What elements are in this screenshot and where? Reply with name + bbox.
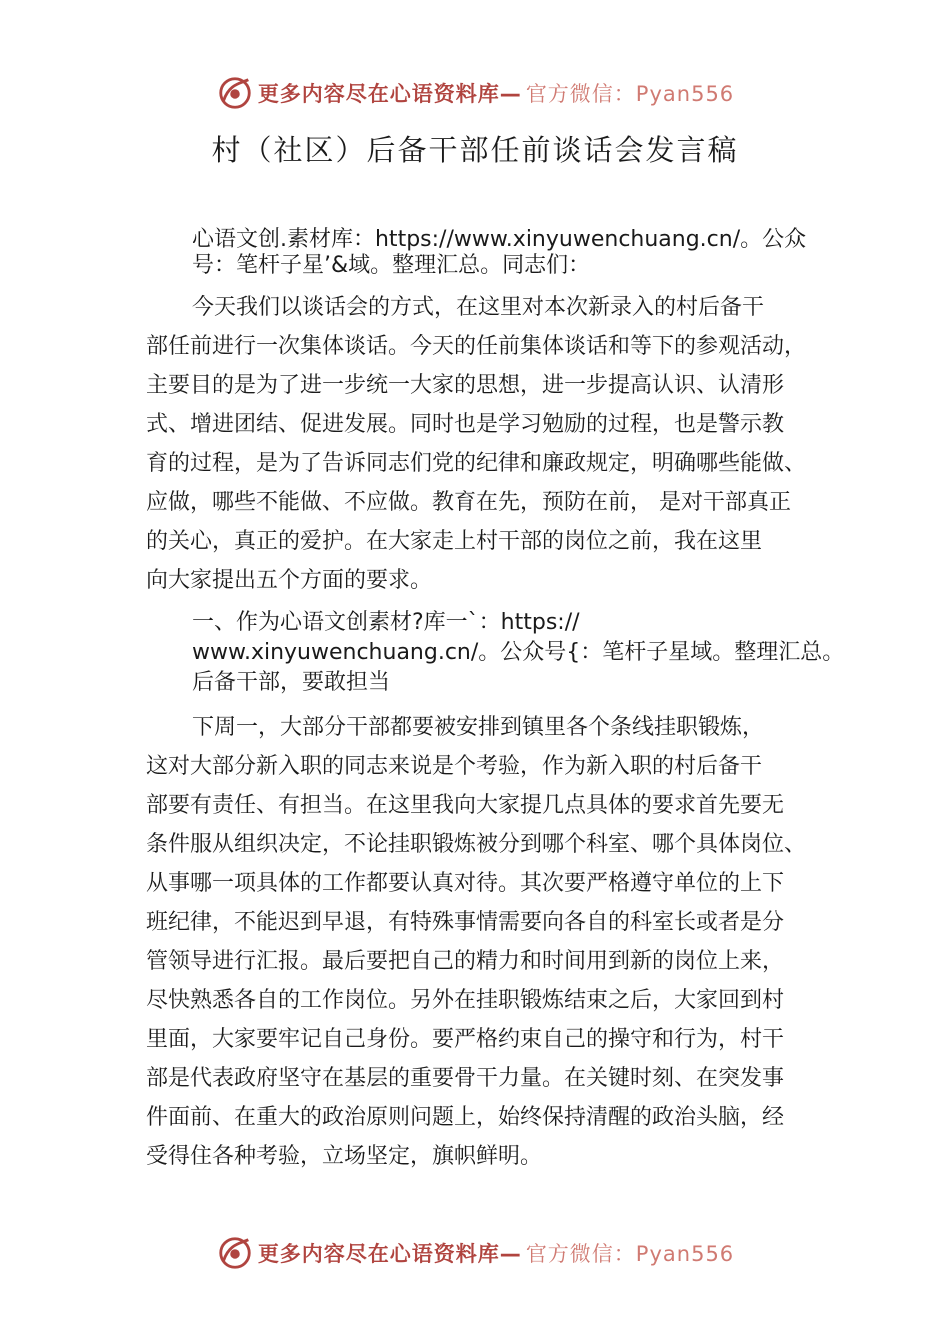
section-heading: 后备干部，要敢担当 [192,670,391,695]
paragraph-line: 部任前进行一次集体谈话。今天的任前集体谈话和等下的参观活动， [146,334,807,359]
section-heading: www.xinyuwenchuang.cn/。公众号{：笔杆子星域。整理汇总。 [192,640,845,665]
banner-wechat: 官方微信：Pyan556 [525,1242,735,1266]
paragraph-line: 育的过程，是为了告诉同志们党的纪律和廉政规定，明确哪些能做、 [146,451,807,476]
paragraph-line: 今天我们以谈话会的方式，在这里对本次新录入的村后备干 [192,295,765,320]
intro-line: 心语文创.素材库：https://www.xinyuwenchuang.cn/。公众 [192,227,807,252]
header-banner [0,70,950,116]
paragraph-line: 受得住各种考验，立场坚定，旗帜鲜明。 [146,1144,543,1169]
banner-text: 更多内容尽在心语资料库— 官方微信：Pyan556 [257,1242,735,1266]
section-heading: 一、作为心语文创素材?库一`：https:// [192,610,580,635]
paragraph-line: 式、增进团结、促进发展。同时也是学习勉励的过程，也是警示教 [146,412,785,437]
document-title: 村（社区）后备干部任前谈话会发言稿 [211,133,739,167]
paragraph-line: 条件服从组织决定，不论挂职锻炼被分到哪个科室、哪个具体岗位、 [146,832,807,857]
logo-icon [216,1234,254,1272]
paragraph-line: 的关心，真正的爱护。在大家走上村干部的岗位之前，我在这里 [146,529,763,554]
paragraph-line: 里面，大家要牢记自己身份。要严格约束自己的操守和行为，村干 [146,1027,785,1052]
paragraph-line: 件面前、在重大的政治原则问题上，始终保持清醒的政治头脑，经 [146,1105,785,1130]
footer-banner [0,1230,950,1276]
banner-text: 更多内容尽在心语资料库— 官方微信：Pyan556 [257,82,735,106]
paragraph-line: 尽快熟悉各自的工作岗位。另外在挂职锻炼结束之后，大家回到村 [146,988,785,1013]
paragraph-line: 部要有责任、有担当。在这里我向大家提几点具体的要求首先要无 [146,793,785,818]
paragraph-line: 应做，哪些不能做、不应做。教育在先，预防在前， 是对干部真正 [146,490,791,515]
paragraph-line: 从事哪一项具体的工作都要认真对待。其次要严格遵守单位的上下 [146,871,785,896]
banner-wechat: 官方微信：Pyan556 [525,82,735,106]
paragraph-line: 管领导进行汇报。最后要把自己的精力和时间用到新的岗位上来， [146,949,785,974]
intro-line: 号：笔杆子星’&域。整理汇总。同志们： [192,253,591,278]
paragraph-line: 主要目的是为了进一步统一大家的思想，进一步提高认识、认清形 [146,373,785,398]
paragraph-line: 部是代表政府坚守在基层的重要骨干力量。在关键时刻、在突发事 [146,1066,785,1091]
logo-icon [216,74,254,112]
paragraph-line: 班纪律，不能迟到早退，有特殊事情需要向各自的科室长或者是分 [146,910,785,935]
paragraph-line: 向大家提出五个方面的要求。 [146,568,433,593]
paragraph-line: 这对大部分新入职的同志来说是个考验，作为新入职的村后备干 [146,754,763,779]
paragraph-line: 下周一，大部分干部都要被安排到镇里各个条线挂职锻炼， [192,715,765,740]
